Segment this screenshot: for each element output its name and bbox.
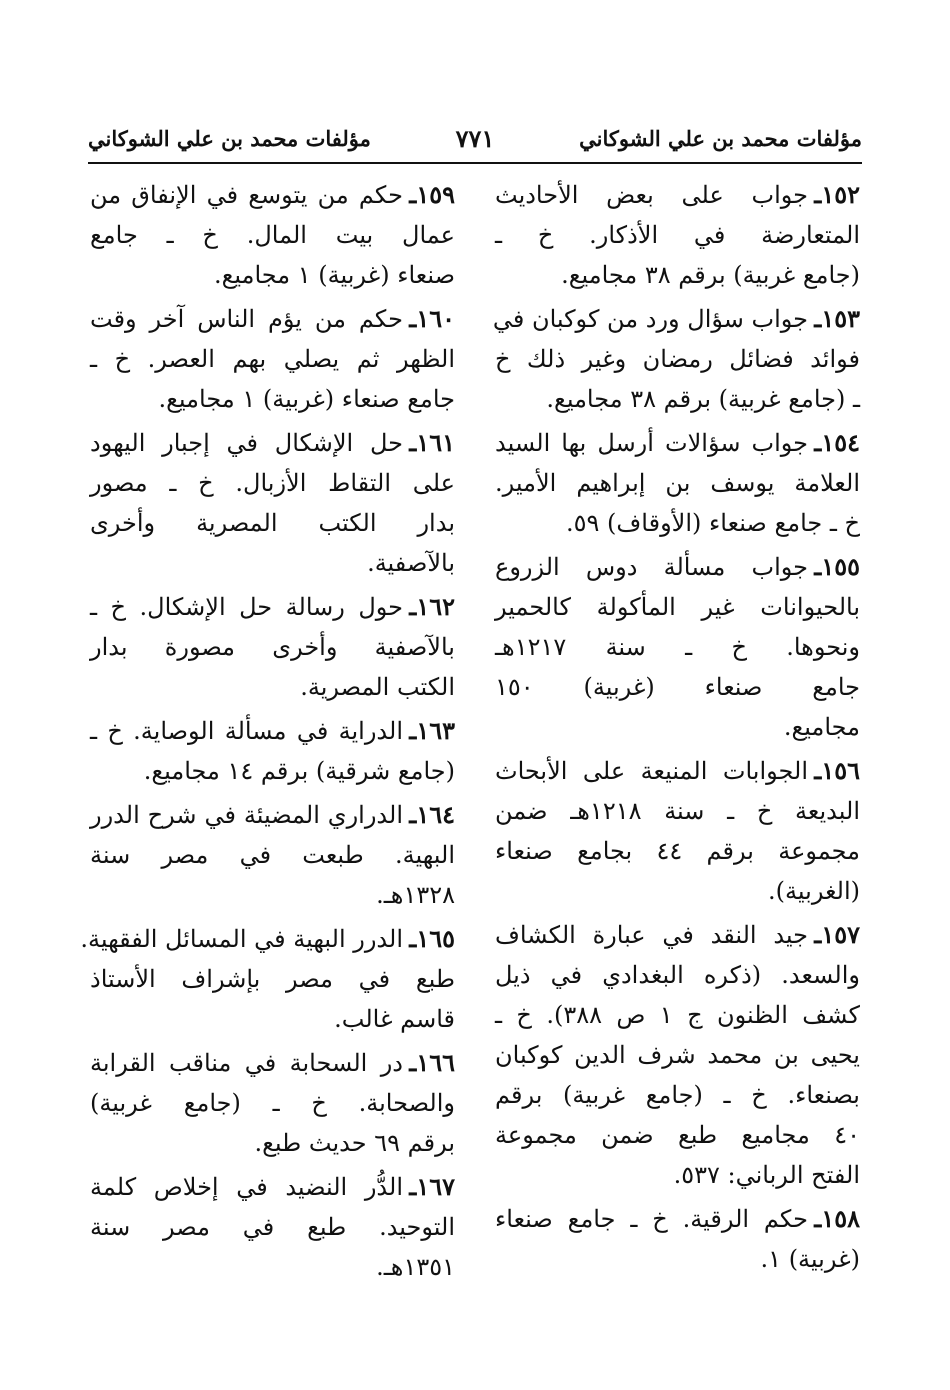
page-header bbox=[88, 114, 862, 162]
entry-line bbox=[90, 503, 455, 543]
entry-number: ١٥٦ـ bbox=[814, 756, 860, 785]
entry-line bbox=[495, 379, 860, 419]
entry-text: خ ـ جامع صنعاء (الأوقاف) ٥٩. bbox=[566, 509, 860, 537]
entry-line bbox=[90, 835, 455, 875]
entry-number: ١٦٣ـ bbox=[409, 716, 455, 745]
entry-line bbox=[90, 1123, 455, 1163]
entry-text: جواب على بعض الأحاديث bbox=[495, 181, 808, 209]
entry-text: در السحابة في مناقب القرابة bbox=[90, 1049, 403, 1077]
entry-text: جواب سؤال ورد من كوكبان في bbox=[492, 305, 808, 333]
entry-text: بالحيوانات غير المأكولة كالحمير bbox=[495, 593, 860, 621]
entry-text: ٤٠ مجاميع طبع ضمن مجموعة bbox=[495, 1121, 860, 1149]
entry-text: مجموعة برقم ٤٤ بجامع صنعاء bbox=[495, 837, 861, 865]
entry-line bbox=[492, 299, 860, 339]
entry-text: والصحابة. خ ـ (جامع غربية) bbox=[90, 1089, 455, 1117]
entry-text: برقم ٦٩ حديث طبع. bbox=[254, 1129, 455, 1157]
entry-text: التوحيد. طبع في مصر سنة bbox=[90, 1213, 455, 1241]
entry-line bbox=[90, 463, 455, 503]
entry-text: الكتب المصرية. bbox=[300, 673, 455, 701]
entry-text: حكم من يؤم الناس آخر وقت bbox=[90, 305, 403, 333]
entry-number: ١٦٧ـ bbox=[409, 1172, 455, 1201]
left-column bbox=[80, 175, 455, 1291]
entry-line bbox=[90, 379, 455, 419]
entry-text: يحيى بن محمد شرف الدين كوكبان bbox=[495, 1041, 860, 1069]
entry-line bbox=[495, 627, 860, 667]
entry-line bbox=[90, 1043, 455, 1083]
entry-line bbox=[495, 1035, 860, 1075]
entry-number: ١٦٥ـ bbox=[409, 924, 455, 953]
entry-line bbox=[90, 711, 455, 751]
entry-line bbox=[90, 543, 455, 583]
entry-text: (جامع غربية) برقم ٣٨ مجاميع. bbox=[561, 261, 860, 289]
entry-text: فوائد فضائل رمضان وغير ذلك خ bbox=[495, 345, 860, 373]
entry-line bbox=[495, 1239, 860, 1279]
entry-line bbox=[495, 667, 860, 707]
entry-text: بدار الكتب المصرية وأخرى bbox=[90, 509, 455, 537]
entry-line bbox=[495, 1155, 860, 1195]
entry-line bbox=[495, 791, 860, 831]
entry-line bbox=[90, 1083, 455, 1123]
entry-number: ١٥٢ـ bbox=[814, 180, 860, 209]
entry-text: ـ (جامع غربية) برقم ٣٨ مجاميع. bbox=[546, 385, 860, 413]
entry-text: جواب مسألة دوس الزروع bbox=[495, 553, 808, 581]
entry-line bbox=[495, 255, 860, 295]
bibliography-entry bbox=[90, 299, 455, 419]
entry-text: جامع صنعاء (غربية) ١٥٠ bbox=[495, 673, 860, 701]
bibliography-entry bbox=[90, 711, 455, 791]
entry-text: حكم من يتوسع في الإنفاق من bbox=[90, 181, 403, 209]
entry-text: الدرر البهية في المسائل الفقهية. bbox=[80, 925, 403, 953]
entry-line bbox=[495, 707, 860, 747]
entry-number: ١٥٣ـ bbox=[814, 304, 860, 333]
entry-line bbox=[495, 751, 860, 791]
header-title-left: مؤلفات محمد بن علي الشوكاني bbox=[88, 125, 371, 151]
entry-line bbox=[495, 1115, 860, 1155]
entry-text: صنعاء (غربية) ١ مجاميع. bbox=[213, 261, 455, 289]
bibliography-entry bbox=[495, 547, 860, 747]
bibliography-entry bbox=[495, 751, 860, 911]
entry-text: الدُّر النضيد في إخلاص كلمة bbox=[90, 1173, 403, 1201]
entry-text: بصنعاء. خ ـ (جامع غربية) برقم bbox=[495, 1081, 860, 1109]
entry-line bbox=[90, 1247, 455, 1287]
entry-text: بالآصفية وأخرى مصورة بدار bbox=[90, 633, 455, 661]
entry-line bbox=[495, 503, 860, 543]
entry-text: الدراري المضيئة في شرح الدرر bbox=[90, 801, 403, 829]
entry-line bbox=[495, 871, 860, 911]
entry-text: الدراية في مسألة الوصاية. خ ـ bbox=[90, 717, 403, 745]
entry-text: جيد النقد في عبارة الكشاف bbox=[495, 921, 808, 949]
entry-text: مجاميع. bbox=[783, 713, 860, 741]
entry-line bbox=[495, 463, 860, 503]
entry-line bbox=[80, 919, 455, 959]
entry-text: (الغربية). bbox=[768, 877, 860, 905]
entry-text: (جامع شرقية) برقم ١٤ مجاميع. bbox=[143, 757, 455, 785]
entry-text: جواب سؤالات أرسل بها السيد bbox=[495, 429, 808, 457]
entry-text: ونحوها. خ ـ سنة ١٢١٧هـ bbox=[495, 633, 860, 661]
bibliography-entry bbox=[90, 423, 455, 583]
page-number: ٧٧١ bbox=[455, 123, 495, 153]
entry-line bbox=[495, 587, 860, 627]
entry-line bbox=[495, 339, 860, 379]
entry-text: كشف الظنون ج ١ ص ٣٨٨). خ ـ bbox=[495, 1001, 860, 1029]
entry-text: عمال بيت المال. خ ـ جامع bbox=[90, 221, 455, 249]
entry-text: الجوابات المنيعة على الأبحاث bbox=[495, 757, 808, 785]
entry-text: على التقاط الأزبال. خ ـ مصور bbox=[90, 469, 455, 497]
entry-line bbox=[495, 915, 860, 955]
entry-text: بالآصفية. bbox=[367, 549, 455, 577]
header-rule bbox=[88, 162, 862, 164]
entry-text: جامع صنعاء (غربية) ١ مجاميع. bbox=[158, 385, 455, 413]
bibliography-entry bbox=[90, 175, 455, 295]
entry-number: ١٥٨ـ bbox=[814, 1204, 860, 1233]
entry-line bbox=[495, 423, 860, 463]
entry-number: ١٦٠ـ bbox=[409, 304, 455, 333]
entry-line bbox=[90, 959, 455, 999]
entry-line bbox=[90, 751, 455, 791]
bibliography-entry bbox=[90, 795, 455, 915]
bibliography-entry bbox=[492, 299, 860, 419]
entry-line bbox=[90, 423, 455, 463]
entry-number: ١٥٧ـ bbox=[814, 920, 860, 949]
entry-number: ١٦٢ـ bbox=[409, 592, 455, 621]
entry-number: ١٦١ـ bbox=[409, 428, 455, 457]
entry-text: الظهر ثم يصلي بهم العصر. خ ـ bbox=[90, 345, 455, 373]
entry-text: الفتح الرباني: ٥٣٧. bbox=[673, 1161, 860, 1189]
entry-number: ١٦٦ـ bbox=[409, 1048, 455, 1077]
entry-text: البديعة خ ـ سنة ١٢١٨هـ ضمن bbox=[495, 797, 860, 825]
right-column bbox=[492, 175, 861, 1283]
entry-line bbox=[90, 255, 455, 295]
entry-line bbox=[495, 1075, 860, 1115]
entry-line bbox=[90, 627, 455, 667]
entry-text: (غربية) ١. bbox=[760, 1245, 860, 1273]
entry-text: العلامة يوسف بن إبراهيم الأمير. bbox=[495, 469, 860, 497]
entry-line bbox=[90, 875, 455, 915]
entry-line bbox=[495, 215, 860, 255]
entry-line bbox=[90, 999, 455, 1039]
entry-text: ١٣٥١هـ. bbox=[376, 1253, 455, 1281]
entry-line bbox=[495, 995, 860, 1035]
entry-text: حول رسالة حل الإشكال. خ ـ bbox=[90, 593, 403, 621]
entry-line bbox=[495, 1199, 860, 1239]
entry-text: البهية. طبعت في مصر سنة bbox=[90, 841, 455, 869]
entry-line bbox=[90, 299, 455, 339]
bibliography-entry bbox=[495, 175, 860, 295]
bibliography-entry bbox=[495, 1199, 860, 1279]
bibliography-entry bbox=[80, 919, 455, 1039]
entry-line bbox=[90, 215, 455, 255]
entry-number: ١٦٤ـ bbox=[409, 800, 455, 829]
entry-line bbox=[495, 547, 860, 587]
entry-line bbox=[90, 795, 455, 835]
entry-line bbox=[90, 175, 455, 215]
entry-line bbox=[90, 667, 455, 707]
entry-text: والسعد. (ذكره البغدادي في ذيل bbox=[495, 961, 860, 989]
entry-text: طبع في مصر بإشراف الأستاذ bbox=[90, 965, 455, 993]
entry-line bbox=[90, 1207, 455, 1247]
bibliography-entry bbox=[495, 423, 860, 543]
entry-line bbox=[495, 831, 861, 871]
entry-number: ١٥٤ـ bbox=[814, 428, 860, 457]
entry-line bbox=[495, 175, 860, 215]
entry-text: قاسم غالب. bbox=[334, 1005, 455, 1033]
bibliography-entry bbox=[90, 1167, 455, 1287]
entry-line bbox=[90, 1167, 455, 1207]
bibliography-entry bbox=[495, 915, 860, 1195]
entry-text: المتعارضة في الأذكار. خ ـ bbox=[495, 221, 860, 249]
entry-line bbox=[90, 587, 455, 627]
entry-line bbox=[90, 339, 455, 379]
entry-text: ١٣٢٨هـ. bbox=[376, 881, 455, 909]
entry-text: حل الإشكال في إجبار اليهود bbox=[90, 429, 403, 457]
bibliography-entry bbox=[90, 1043, 455, 1163]
entry-line bbox=[495, 955, 860, 995]
bibliography-entry bbox=[90, 587, 455, 707]
entry-number: ١٥٥ـ bbox=[814, 552, 860, 581]
header-title-right: مؤلفات محمد بن علي الشوكاني bbox=[579, 125, 862, 151]
entry-text: حكم الرقية. خ ـ جامع صنعاء bbox=[495, 1205, 808, 1233]
entry-number: ١٥٩ـ bbox=[409, 180, 455, 209]
